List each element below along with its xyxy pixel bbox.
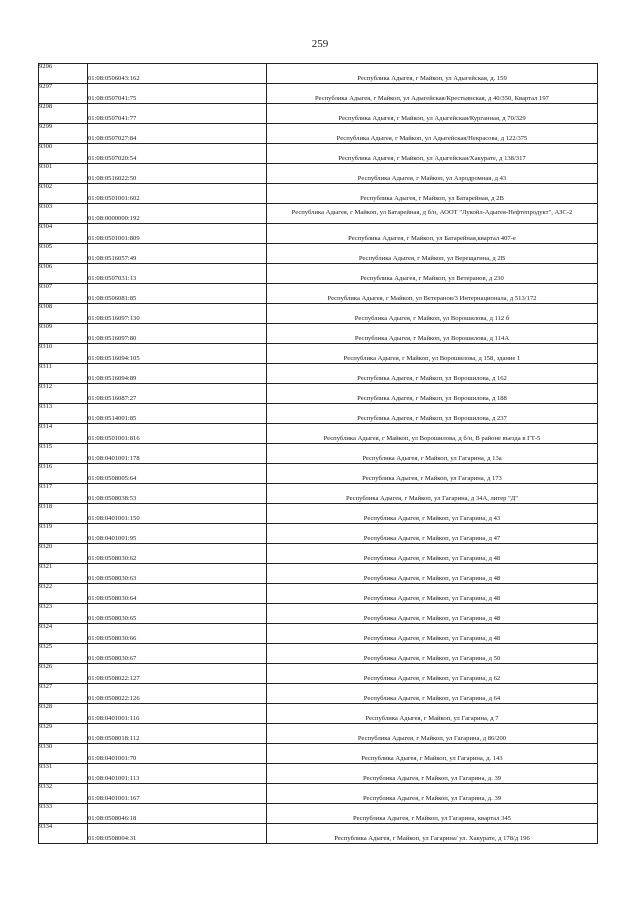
row-number: 9308 xyxy=(39,304,88,324)
table-body xyxy=(39,64,598,844)
cadastral-number: 01:08:0508004:31 xyxy=(88,824,267,844)
cadastral-number: 01:08:0507041:77 xyxy=(88,104,267,124)
cadastral-number: 01:08:0508005:64 xyxy=(88,464,267,484)
cadastral-number: 01:08:0508030:66 xyxy=(88,624,267,644)
address: Республика Адыгея, г Майкоп, ул Адыгейская/Курганная, д 70/329 xyxy=(267,104,598,124)
address: Республика Адыгея, г Майкоп, ул Гагарина, д. 39 xyxy=(267,764,598,784)
table-row xyxy=(39,484,598,504)
cadastral-number: 01:08:0507041:75 xyxy=(88,84,267,104)
table-row xyxy=(39,764,598,784)
address: Республика Адыгея, г Майкоп, ул Батарейная, д б/н, АООТ "Лукойл-Адыгея-Нефтепродукт", АЗС-2 xyxy=(267,204,598,224)
address: Республика Адыгея, г Майкоп, ул Гагарина, квартал 345 xyxy=(267,804,598,824)
cadastral-number: 01:08:0501001:602 xyxy=(88,184,267,204)
address: Республика Адыгея, г Майкоп, ул Гагарина/ ул. Хакурате, д 178/д 196 xyxy=(267,824,598,844)
table-row xyxy=(39,824,598,844)
address: Республика Адыгея, г Майкоп, ул Гагарина, д 48 xyxy=(267,564,598,584)
table-row xyxy=(39,704,598,724)
table-row xyxy=(39,684,598,704)
address: Республика Адыгея, г Майкоп, ул Батарейная,квартал 407-е xyxy=(267,224,598,244)
cadastral-number: 01:08:0507031:13 xyxy=(88,264,267,284)
cadastral-number: 01:08:0501001:816 xyxy=(88,424,267,444)
table-row xyxy=(39,284,598,304)
table-row xyxy=(39,144,598,164)
row-number: 9331 xyxy=(39,764,88,784)
cadastral-number: 01:08:0401001:167 xyxy=(88,784,267,804)
address: Республика Адыгея, г Майкоп, ул Ветеранов, д 230 xyxy=(267,264,598,284)
row-number: 9318 xyxy=(39,504,88,524)
cadastral-number: 01:08:0507020:54 xyxy=(88,144,267,164)
cadastral-number: 01:08:0508018:112 xyxy=(88,724,267,744)
row-number: 9314 xyxy=(39,424,88,444)
address: Республика Адыгея, г Майкоп, ул Гагарина, д 34А, литер "Д" xyxy=(267,484,598,504)
row-number: 9328 xyxy=(39,704,88,724)
row-number: 9307 xyxy=(39,284,88,304)
address: Республика Адыгея, г Майкоп, ул Ветеранов/3 Интернационала, д 513/172 xyxy=(267,284,598,304)
cadastral-number: 01:08:0508030:62 xyxy=(88,544,267,564)
cadastral-number: 01:08:0516087:27 xyxy=(88,384,267,404)
address: Республика Адыгея, г Майкоп, ул Гагарина, д 62 xyxy=(267,664,598,684)
table-row xyxy=(39,184,598,204)
cadastral-number: 01:08:0508038:53 xyxy=(88,484,267,504)
row-number: 9322 xyxy=(39,584,88,604)
row-number: 9329 xyxy=(39,724,88,744)
cadastral-number: 01:08:0508030:67 xyxy=(88,644,267,664)
cadastral-number: 01:08:0508030:64 xyxy=(88,584,267,604)
table-row xyxy=(39,164,598,184)
address: Республика Адыгея, г Майкоп, ул Гагарина, д 47 xyxy=(267,524,598,544)
row-number: 9305 xyxy=(39,244,88,264)
row-number: 9306 xyxy=(39,264,88,284)
row-number: 9313 xyxy=(39,404,88,424)
row-number: 9323 xyxy=(39,604,88,624)
table-row xyxy=(39,624,598,644)
row-number: 9333 xyxy=(39,804,88,824)
row-number: 9317 xyxy=(39,484,88,504)
table-row xyxy=(39,384,598,404)
cadastral-number: 01:08:0516022:50 xyxy=(88,164,267,184)
table-row xyxy=(39,804,598,824)
cadastral-number: 01:08:0516094:89 xyxy=(88,364,267,384)
row-number: 9311 xyxy=(39,364,88,384)
table-row xyxy=(39,664,598,684)
address: Республика Адыгея, г Майкоп, ул Гагарина, д 48 xyxy=(267,584,598,604)
table-row xyxy=(39,84,598,104)
cadastral-number: 01:08:0401001:178 xyxy=(88,444,267,464)
table-row xyxy=(39,264,598,284)
cadastral-number: 01:08:0401001:150 xyxy=(88,504,267,524)
row-number: 9297 xyxy=(39,84,88,104)
table-row xyxy=(39,724,598,744)
cadastral-number: 01:08:0401001:113 xyxy=(88,764,267,784)
table-row xyxy=(39,244,598,264)
row-number: 9302 xyxy=(39,184,88,204)
table-row xyxy=(39,224,598,244)
address: Республика Адыгея, г Майкоп, ул Ворошилова, д 188 xyxy=(267,384,598,404)
row-number: 9296 xyxy=(39,64,88,84)
address: Республика Адыгея, г Майкоп, ул Верещагина, д 2В xyxy=(267,244,598,264)
cadastral-number: 01:08:0506081:85 xyxy=(88,284,267,304)
cadastral-number: 01:08:0508046:18 xyxy=(88,804,267,824)
address: Республика Адыгея, г Майкоп, ул Адыгейская/Хакурате, д 138/317 xyxy=(267,144,598,164)
table-row xyxy=(39,564,598,584)
address: Республика Адыгея, г Майкоп, ул Батарейная, д 2В xyxy=(267,184,598,204)
table-row xyxy=(39,524,598,544)
address: Республика Адыгея, г Майкоп, ул Гагарина, д 50 xyxy=(267,644,598,664)
row-number: 9303 xyxy=(39,204,88,224)
row-number: 9330 xyxy=(39,744,88,764)
cadastral-number: 01:08:0516097:130 xyxy=(88,304,267,324)
cadastral-number: 01:08:0506043:162 xyxy=(88,64,267,84)
address: Республика Адыгея, г Майкоп, ул Гагарина, д 48 xyxy=(267,624,598,644)
row-number: 9324 xyxy=(39,624,88,644)
row-number: 9327 xyxy=(39,684,88,704)
address: Республика Адыгея, г Майкоп, ул Ворошилова, д 162 xyxy=(267,364,598,384)
address: Республика Адыгея, г Майкоп, ул Аэродромная, д 43 xyxy=(267,164,598,184)
cadastral-number: 01:08:0516097:80 xyxy=(88,324,267,344)
row-number: 9315 xyxy=(39,444,88,464)
table-row xyxy=(39,604,598,624)
cadastral-number: 01:08:0508022:126 xyxy=(88,684,267,704)
cadastral-number: 01:08:0401001:116 xyxy=(88,704,267,724)
row-number: 9299 xyxy=(39,124,88,144)
table-row xyxy=(39,344,598,364)
address: Республика Адыгея, г Майкоп, ул Гагарина, д 173 xyxy=(267,464,598,484)
address: Республика Адыгея, г Майкоп, ул Адыгейская/Некрасова, д 122/375 xyxy=(267,124,598,144)
cadastral-number: 01:08:0401001:70 xyxy=(88,744,267,764)
cadastral-number: 01:08:0516094:105 xyxy=(88,344,267,364)
table-row xyxy=(39,304,598,324)
address: Республика Адыгея, г Майкоп, ул Ворошилова, д б/н, В районе въезда в ГТ-5 xyxy=(267,424,598,444)
cadastral-number: 01:08:0507027:84 xyxy=(88,124,267,144)
table-row xyxy=(39,404,598,424)
table-row xyxy=(39,504,598,524)
row-number: 9316 xyxy=(39,464,88,484)
row-number: 9312 xyxy=(39,384,88,404)
cadastral-number: 01:08:0514001:85 xyxy=(88,404,267,424)
table-row xyxy=(39,64,598,84)
address: Республика Адыгея, г Майкоп, ул Гагарина, д 64 xyxy=(267,684,598,704)
address: Республика Адыгея, г Майкоп, ул Ворошилова, д 114А xyxy=(267,324,598,344)
row-number: 9332 xyxy=(39,784,88,804)
cadastral-number: 01:08:0516057:49 xyxy=(88,244,267,264)
row-number: 9298 xyxy=(39,104,88,124)
address: Республика Адыгея, г Майкоп, ул Адыгейская, д. 159 xyxy=(267,64,598,84)
address: Республика Адыгея, г Майкоп, ул Гагарина, д 86/200 xyxy=(267,724,598,744)
row-number: 9325 xyxy=(39,644,88,664)
address: Республика Адыгея, г Майкоп, ул Гагарина, д 13а xyxy=(267,444,598,464)
table-row xyxy=(39,444,598,464)
table-row xyxy=(39,584,598,604)
cadastral-number: 01:08:0508030:65 xyxy=(88,604,267,624)
row-number: 9334 xyxy=(39,824,88,844)
address: Республика Адыгея, г Майкоп, ул Гагарина, д 7 xyxy=(267,704,598,724)
table-row xyxy=(39,464,598,484)
address: Республика Адыгея, г Майкоп, ул Ворошилова, д 158, здание 1 xyxy=(267,344,598,364)
address: Республика Адыгея, г Майкоп, ул Гагарина, д 48 xyxy=(267,604,598,624)
page-number: 259 xyxy=(311,38,329,50)
row-number: 9301 xyxy=(39,164,88,184)
address: Республика Адыгея, г Майкоп, ул Гагарина, д 48 xyxy=(267,544,598,564)
cadastral-number: 01:08:0000000:192 xyxy=(88,204,267,224)
row-number: 9309 xyxy=(39,324,88,344)
row-number: 9321 xyxy=(39,564,88,584)
table-row xyxy=(39,644,598,664)
address: Республика Адыгея, г Майкоп, ул Гагарина, д 43 xyxy=(267,504,598,524)
address: Республика Адыгея, г Майкоп, ул Ворошилова, д 112 б xyxy=(267,304,598,324)
cadastral-number: 01:08:0508030:63 xyxy=(88,564,267,584)
address: Республика Адыгея, г Майкоп, ул Гагарина, д. 39 xyxy=(267,784,598,804)
address: Республика Адыгея, г Майкоп, ул Ворошилова, д 237 xyxy=(267,404,598,424)
cadastral-number: 01:08:0508022:127 xyxy=(88,664,267,684)
cadastral-number: 01:08:0501001:809 xyxy=(88,224,267,244)
address: Республика Адыгея, г Майкоп, ул Гагарина, д. 143 xyxy=(267,744,598,764)
table-row xyxy=(39,324,598,344)
address: Республика Адыгея, г Майкоп, ул Адыгейская/Крестьянская, д 40/350, Квартал 197 xyxy=(267,84,598,104)
table-row xyxy=(39,784,598,804)
row-number: 9320 xyxy=(39,544,88,564)
property-registry-table xyxy=(38,63,598,844)
table-row xyxy=(39,544,598,564)
row-number: 9304 xyxy=(39,224,88,244)
row-number: 9310 xyxy=(39,344,88,364)
table-row xyxy=(39,744,598,764)
table-row xyxy=(39,104,598,124)
row-number: 9319 xyxy=(39,524,88,544)
table-row xyxy=(39,204,598,224)
cadastral-number: 01:08:0401001:95 xyxy=(88,524,267,544)
table-row xyxy=(39,424,598,444)
table-row xyxy=(39,124,598,144)
table-row xyxy=(39,364,598,384)
row-number: 9326 xyxy=(39,664,88,684)
row-number: 9300 xyxy=(39,144,88,164)
